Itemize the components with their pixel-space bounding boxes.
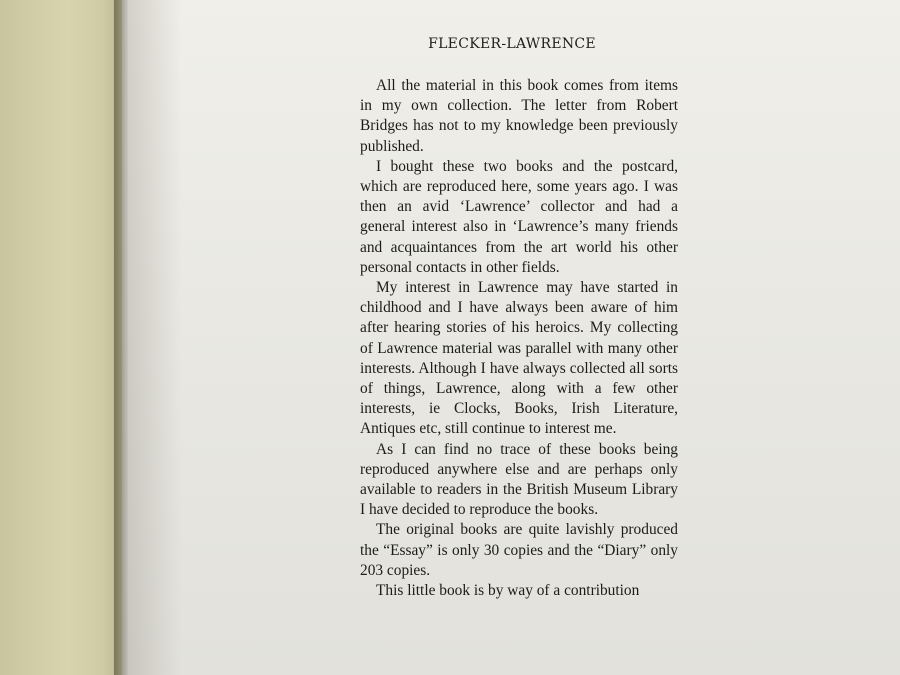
facing-page: [0, 0, 122, 675]
paragraph-1: All the material in this book comes from items in my own collection. The letter from Robert Bridges has not to my knowledge been previously published.: [360, 77, 678, 155]
paragraph-2: I bought these two books and the postcard, which are reproduced here, some years ago. I was then an avid ‘Lawrence’ collector and had a general interest also in ‘Lawrence’s many friends and acquaintances from the art world his other personal contacts in other fields.: [360, 157, 678, 276]
paragraph-3: My interest in Lawrence may have started in childhood and I have always been aware of him after hearing stories of his heroics. My collecting of Lawrence material was parallel with many other interests. Although I have always collected all sorts of things, Lawrence, along with a few other interests, ie Clocks, Books, Irish Literature, Antiques etc, still continue to interest me.: [360, 279, 678, 438]
body-text: [360, 76, 678, 601]
page-shadow: [122, 0, 182, 675]
running-head: FLECKER-LAWRENCE: [428, 36, 596, 52]
book-page: [122, 0, 900, 675]
paragraph-4: As I can find no trace of these books being reproduced anywhere else and are perhaps only available to readers in the British Museum Library I have decided to reproduce the books.: [360, 440, 678, 519]
gutter-shadow: [114, 0, 128, 675]
paragraph-5: The original books are quite lavishly produced the “Essay” is only 30 copies and the “Diary” only 203 copies.: [360, 521, 678, 579]
paragraph-6: This little book is by way of a contribution: [376, 582, 640, 600]
